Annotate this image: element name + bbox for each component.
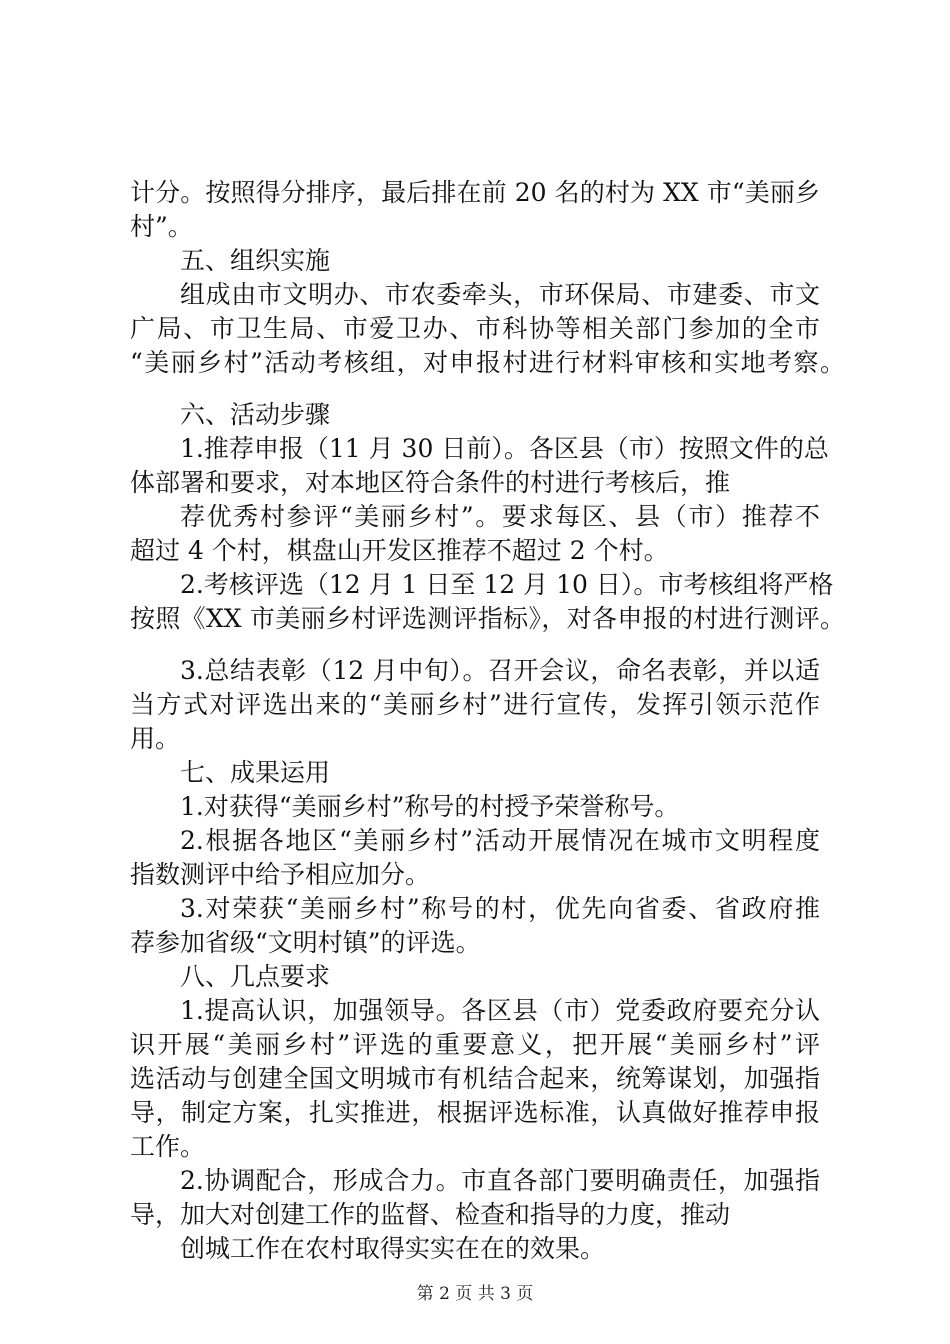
text-line: 当方式对评选出来的“美丽乡村”进行宣传，发挥引领示范作 <box>130 690 820 719</box>
text-line: 导，制定方案，扎实推进，根据评选标准，认真做好推荐申报 <box>130 1098 820 1127</box>
text-line: “美丽乡村”活动考核组，对申报村进行材料审核和实地考察。 <box>130 348 845 377</box>
page-footer: 第 2 页 共 3 页 <box>416 1284 534 1304</box>
text-line: 超过 4 个村，棋盘山开发区推荐不超过 2 个村。 <box>130 536 669 565</box>
text-line: 荐参加省级“文明村镇”的评选。 <box>130 928 481 957</box>
text-line: 指数测评中给予相应加分。 <box>130 860 431 889</box>
text-line: 2.协调配合，形成合力。市直各部门要明确责任，加强指 <box>180 1166 820 1195</box>
text-line: 用。 <box>130 724 181 753</box>
text-line: 3.对荣获“美丽乡村”称号的村，优先向省委、省政府推 <box>180 894 820 923</box>
section-heading: 七、成果运用 <box>180 758 331 787</box>
text-line: 广局、市卫生局、市爱卫办、市科协等相关部门参加的全市 <box>130 314 820 343</box>
text-line: 1.推荐申报（11 月 30 日前）。各区县（市）按照文件的总 <box>180 434 829 463</box>
text-line: 1.提高认识，加强领导。各区县（市）党委政府要充分认 <box>180 996 820 1025</box>
text-line: 工作。 <box>130 1132 206 1161</box>
text-line: 2.考核评选（12 月 1 日至 12 月 10 日）。市考核组将严格 <box>180 570 834 599</box>
text-line: 创城工作在农村取得实实在在的效果。 <box>180 1234 606 1263</box>
text-line: 按照《XX 市美丽乡村评选测评指标》，对各申报的村进行测评。 <box>130 604 845 633</box>
text-line: 体部署和要求，对本地区符合条件的村进行考核后，推 <box>130 468 731 497</box>
text-line: 2.根据各地区“美丽乡村”活动开展情况在城市文明程度 <box>180 826 820 855</box>
text-line: 荐优秀村参评“美丽乡村”。要求每区、县（市）推荐不 <box>180 502 820 531</box>
section-heading: 五、组织实施 <box>180 246 331 275</box>
text-line: 3.总结表彰（12 月中旬）。召开会议，命名表彰，并以适 <box>180 656 820 685</box>
text-line: 导，加大对创建工作的监督、检查和指导的力度，推动 <box>130 1200 731 1229</box>
text-line: 1.对获得“美丽乡村”称号的村授予荣誉称号。 <box>180 792 680 821</box>
section-heading: 六、活动步骤 <box>180 400 331 429</box>
text-line: 计分。按照得分排序，最后排在前 20 名的村为 XX 市“美丽乡 <box>130 178 820 207</box>
text-line: 村”。 <box>130 212 193 241</box>
text-line: 组成由市文明办、市农委牵头，市环保局、市建委、市文 <box>180 280 820 309</box>
text-line: 选活动与创建全国文明城市有机结合起来，统筹谋划，加强指 <box>130 1064 820 1093</box>
text-line: 识开展“美丽乡村”评选的重要意义，把开展“美丽乡村”评 <box>130 1030 820 1059</box>
section-heading: 八、几点要求 <box>180 962 331 991</box>
